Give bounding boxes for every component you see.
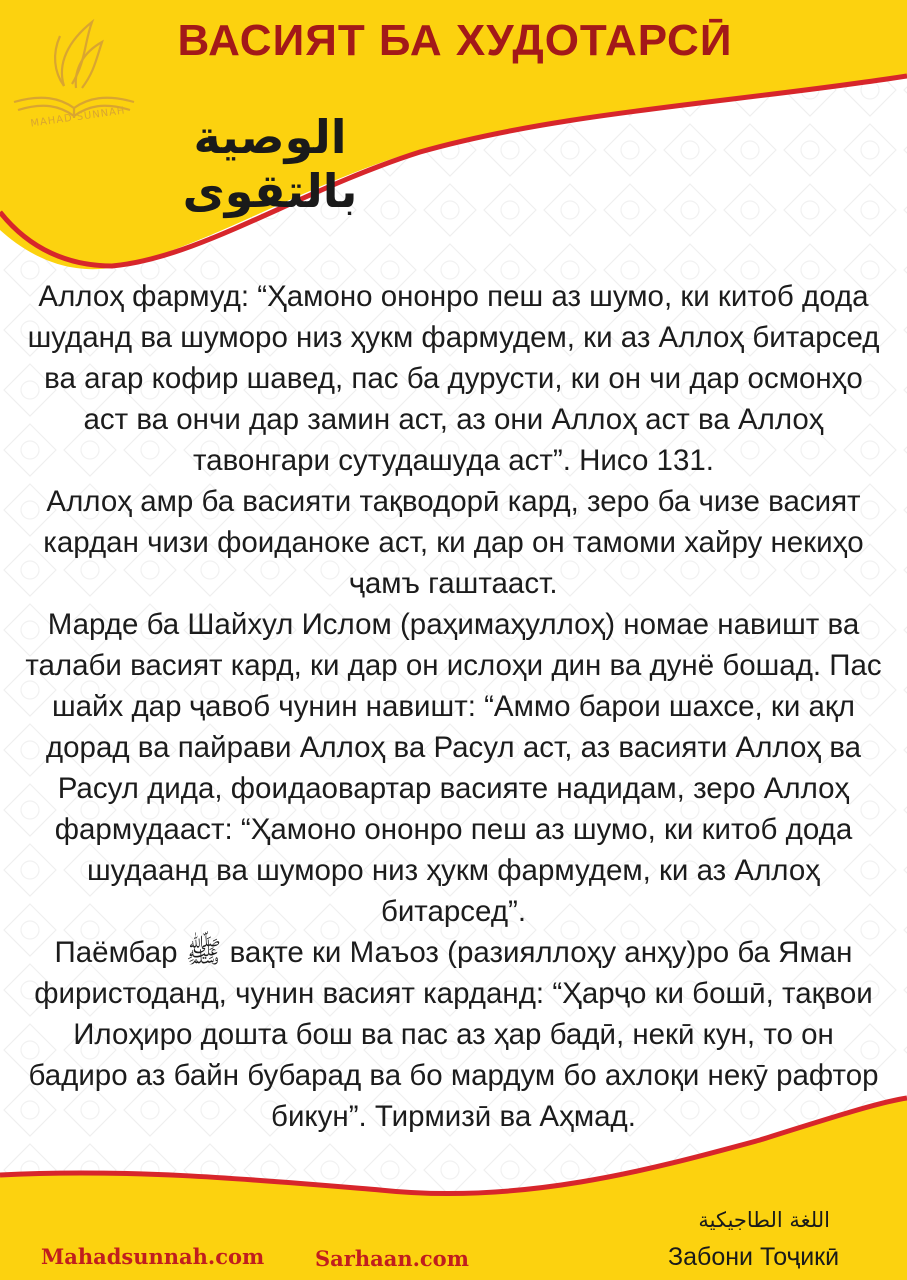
paragraph-1: Аллоҳ фармуд: “Ҳамоно ононро пеш аз шумо, ки китоб дода шуданд ва шуморо низ ҳукм фармудем, ки аз Аллоҳ битарсед ва агар кофир шавед, пас ба дурусти, ки он чи дар осмонҳо аст ва ончи дар замин аст, аз они Аллоҳ аст ва Аллоҳ тавонгари сутудашуда аст”. Нисо 131. (27, 280, 880, 477)
paragraph-4: Паёмбар ﷺ вақте ки Маъоз (разияллоҳу анҳу)ро ба Яман фиристоданд, чунин васият карданд: “Ҳарҷо ки бошӣ, тақвои Илоҳиро дошта бош ва пас аз ҳар бадӣ, некӣ кун, то он бадиро аз байн бубарад ва бо мардум бо ахлоқи некӯ рафтор бикун”. Тирмизӣ ва Аҳмад. (28, 936, 879, 1133)
page-title: ВАСИЯТ БА ХУДОТАРСӢ (177, 16, 733, 65)
article-body (20, 276, 887, 1137)
logo-text: MAHAD SUNNAH (29, 105, 127, 130)
language-label-arabic: اللغة الطاجيكية (698, 1208, 830, 1232)
mahad-sunnah-logo (2, 6, 148, 146)
paragraph-2: Аллоҳ амр ба васияти тақводорӣ кард, зеро ба чизе васият кардан чизи фоиданоке аст, ки дар он тамоми хайру некиҳо ҷамъ гаштааст. (43, 485, 864, 600)
arabic-subtitle: الوصية بالتقوى (182, 110, 358, 218)
website-mahadsunnah: Mahadsunnah.com (41, 1244, 265, 1269)
paragraph-3: Марде ба Шайхул Ислом (раҳимаҳуллоҳ) номае навишт ва талаби васият кард, ки дар он ислоҳи дин ва дунё бошад. Пас шайх дар ҷавоб чунин навишт: “Аммо барои шахсе, ки ақл дорад ва пайрави Аллоҳ ва Расул аст, аз васияти Аллоҳ ва Расул дида, фоидаовартар васияте надидам, зеро Аллоҳ фармудааст: “Ҳамоно ононро пеш аз шумо, ки китоб дода шудаанд ва шуморо низ ҳукм фармудем, ки аз Аллоҳ битарсед”. (25, 608, 882, 928)
website-sarhaan: Sarhaan.com (315, 1246, 469, 1271)
language-label-tajik: Забони Тоҷикӣ (668, 1243, 840, 1271)
